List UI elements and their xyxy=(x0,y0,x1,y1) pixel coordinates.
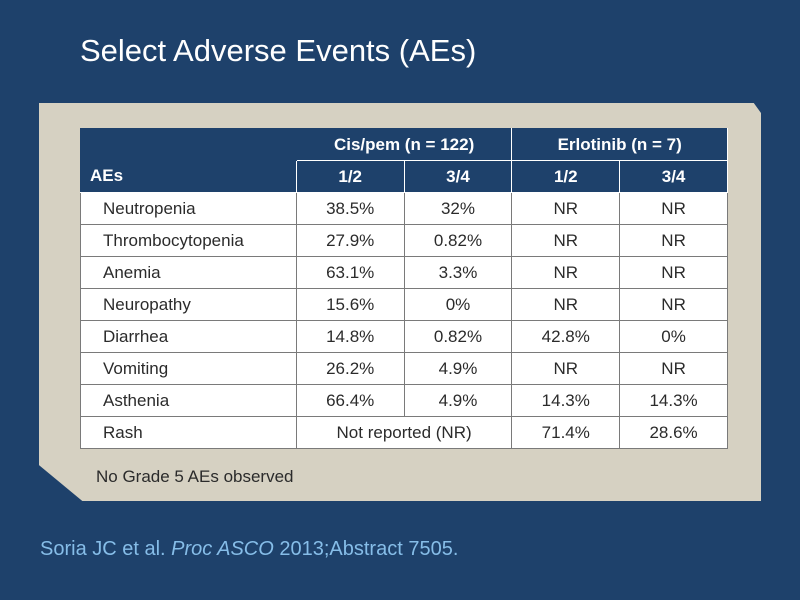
value-cell: 14.8% xyxy=(296,321,404,353)
table-row xyxy=(81,385,728,417)
value-cell: NR xyxy=(512,225,620,257)
value-cell: NR xyxy=(512,353,620,385)
ae-name-cell: Neutropenia xyxy=(81,193,297,225)
value-cell: NR xyxy=(620,353,728,385)
value-cell: NR xyxy=(512,289,620,321)
value-cell: 4.9% xyxy=(404,353,512,385)
column-header-cispem-grade-3-4: 3/4 xyxy=(404,161,512,193)
table-row xyxy=(81,257,728,289)
value-cell: NR xyxy=(620,225,728,257)
column-header-cispem-grade-1-2: 1/2 xyxy=(296,161,404,193)
slide-title: Select Adverse Events (AEs) xyxy=(80,33,477,68)
table-group-header-row xyxy=(81,129,728,161)
value-cell: 0.82% xyxy=(404,321,512,353)
citation xyxy=(40,538,458,561)
table-row xyxy=(81,321,728,353)
value-cell: NR xyxy=(620,289,728,321)
table-corner-cell xyxy=(81,129,297,161)
value-cell: 14.3% xyxy=(620,385,728,417)
citation-authors: Soria JC et al. xyxy=(40,538,166,560)
adverse-events-table xyxy=(80,128,728,449)
ae-name-cell: Anemia xyxy=(81,257,297,289)
merged-value-cell: Not reported (NR) xyxy=(296,417,512,449)
table-row xyxy=(81,225,728,257)
citation-journal: Proc ASCO xyxy=(171,538,274,560)
ae-name-cell: Vomiting xyxy=(81,353,297,385)
group-header-erlotinib: Erlotinib (n = 7) xyxy=(512,129,728,161)
value-cell: 38.5% xyxy=(296,193,404,225)
value-cell: 71.4% xyxy=(512,417,620,449)
value-cell: 26.2% xyxy=(296,353,404,385)
value-cell: 0.82% xyxy=(404,225,512,257)
value-cell: 15.6% xyxy=(296,289,404,321)
table-sub-header-row xyxy=(81,161,728,193)
value-cell: NR xyxy=(512,193,620,225)
value-cell: 28.6% xyxy=(620,417,728,449)
ae-name-cell: Rash xyxy=(81,417,297,449)
value-cell: NR xyxy=(512,257,620,289)
value-cell: 4.9% xyxy=(404,385,512,417)
table-row xyxy=(81,353,728,385)
value-cell: 63.1% xyxy=(296,257,404,289)
column-header-erlotinib-grade-3-4: 3/4 xyxy=(620,161,728,193)
value-cell: 32% xyxy=(404,193,512,225)
citation-details: 2013;Abstract 7505. xyxy=(279,538,459,560)
footnote: No Grade 5 AEs observed xyxy=(96,467,294,486)
ae-name-cell: Diarrhea xyxy=(81,321,297,353)
ae-name-cell: Asthenia xyxy=(81,385,297,417)
value-cell: 27.9% xyxy=(296,225,404,257)
group-header-cispem: Cis/pem (n = 122) xyxy=(296,129,512,161)
ae-name-cell: Neuropathy xyxy=(81,289,297,321)
value-cell: 66.4% xyxy=(296,385,404,417)
column-header-erlotinib-grade-1-2: 1/2 xyxy=(512,161,620,193)
column-header-aes: AEs xyxy=(81,161,297,193)
table-row xyxy=(81,193,728,225)
value-cell: 14.3% xyxy=(512,385,620,417)
value-cell: 0% xyxy=(620,321,728,353)
value-cell: 42.8% xyxy=(512,321,620,353)
value-cell: 3.3% xyxy=(404,257,512,289)
value-cell: NR xyxy=(620,257,728,289)
table-row xyxy=(81,289,728,321)
table-row xyxy=(81,417,728,449)
value-cell: 0% xyxy=(404,289,512,321)
ae-name-cell: Thrombocytopenia xyxy=(81,225,297,257)
value-cell: NR xyxy=(620,193,728,225)
